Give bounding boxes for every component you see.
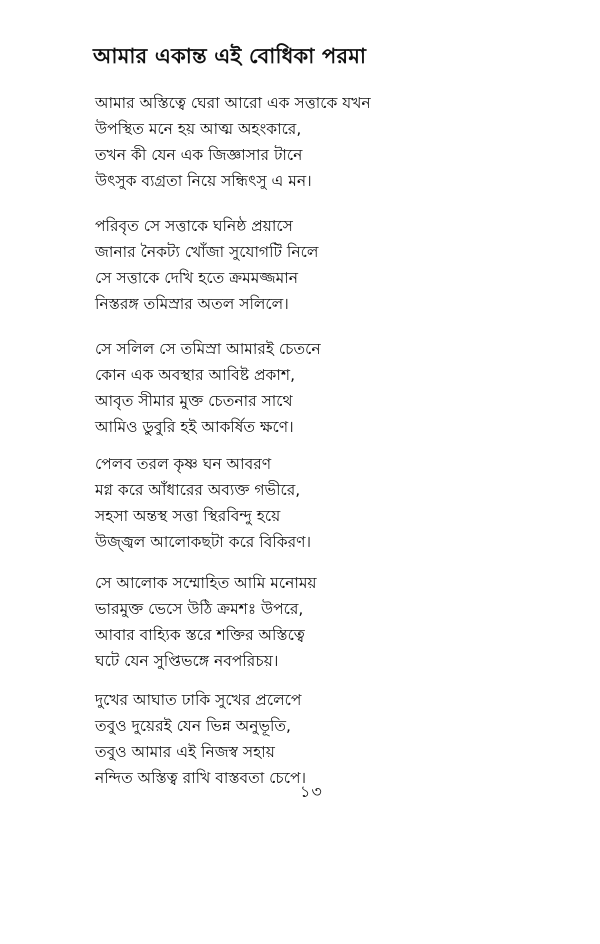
poem-line: নিস্তরঙ্গ তমিস্রার অতল সলিলে। bbox=[95, 295, 289, 313]
poem-line: কোন এক অবস্থার আবিষ্ট প্রকাশ, bbox=[95, 366, 295, 384]
poem-line: উপস্থিত মনে হয় আত্ম অহংকারে, bbox=[95, 120, 302, 138]
poem-line: সে আলোক সম্মোহিত আমি মনোময় bbox=[95, 574, 317, 592]
stanza-5 bbox=[95, 570, 535, 674]
stanza-3 bbox=[95, 336, 535, 440]
poem-line: পেলব তরল কৃষ্ণ ঘন আবরণ bbox=[95, 455, 272, 473]
poem-line: মগ্ন করে আঁধারের অব্যক্ত গভীরে, bbox=[95, 481, 301, 499]
poem-line: উৎসুক ব্যগ্রতা নিয়ে সন্ধিৎসু এ মন। bbox=[95, 172, 312, 190]
poem-line: ঘটে যেন সুপ্তিভঙ্গে নবপরিচয়। bbox=[95, 652, 279, 670]
poem-line: আবৃত সীমার মুক্ত চেতনার সাথে bbox=[95, 392, 293, 410]
poem-line: ভারমুক্ত ভেসে উঠি ক্রমশঃ উপরে, bbox=[95, 600, 304, 618]
poem-line: আমার অস্তিত্বে ঘেরা আরো এক সত্তাকে যখন bbox=[95, 94, 371, 112]
poem-line: উজ্জ্বল আলোকছটা করে বিকিরণ। bbox=[95, 533, 312, 551]
stanza-4 bbox=[95, 451, 535, 555]
poem-line: তবুও দুয়েরই যেন ভিন্ন অনুভূতি, bbox=[95, 717, 291, 735]
poem-line: তবুও আমার এই নিজস্ব সহায় bbox=[95, 743, 275, 761]
stanza-6 bbox=[95, 687, 535, 791]
poem-line: সে সলিল সে তমিস্রা আমারই চেতনে bbox=[95, 340, 321, 358]
poem-line: পরিবৃত সে সত্তাকে ঘনিষ্ঠ প্রয়াসে bbox=[95, 217, 293, 235]
poem-title: আমার একান্ত এই বোধিকা পরমা bbox=[93, 44, 367, 68]
poem-line: দুখের আঘাত ঢাকি সুখের প্রলেপে bbox=[95, 691, 302, 709]
poem-line: নন্দিত অস্তিত্ব রাখি বাস্তবতা চেপে। bbox=[95, 769, 307, 787]
poem-line: জানার নৈকট্য খোঁজা সুযোগটি নিলে bbox=[95, 243, 319, 261]
stanza-1 bbox=[95, 90, 535, 194]
poem-line: আমিও ডুবুরি হই আকর্ষিত ক্ষণে। bbox=[95, 418, 294, 436]
page-number: ১৩ bbox=[300, 782, 323, 801]
poem-line: আবার বাহ্যিক স্তরে শক্তির অস্তিত্বে bbox=[95, 626, 305, 644]
poem-line: সহসা অন্তস্থ সত্তা স্থিরবিন্দু হয়ে bbox=[95, 507, 281, 525]
poem-line: তখন কী যেন এক জিজ্ঞাসার টানে bbox=[95, 146, 303, 164]
stanza-2 bbox=[95, 213, 535, 317]
poem-line: সে সত্তাকে দেখি হতে ক্রমমজ্জমান bbox=[95, 269, 298, 287]
